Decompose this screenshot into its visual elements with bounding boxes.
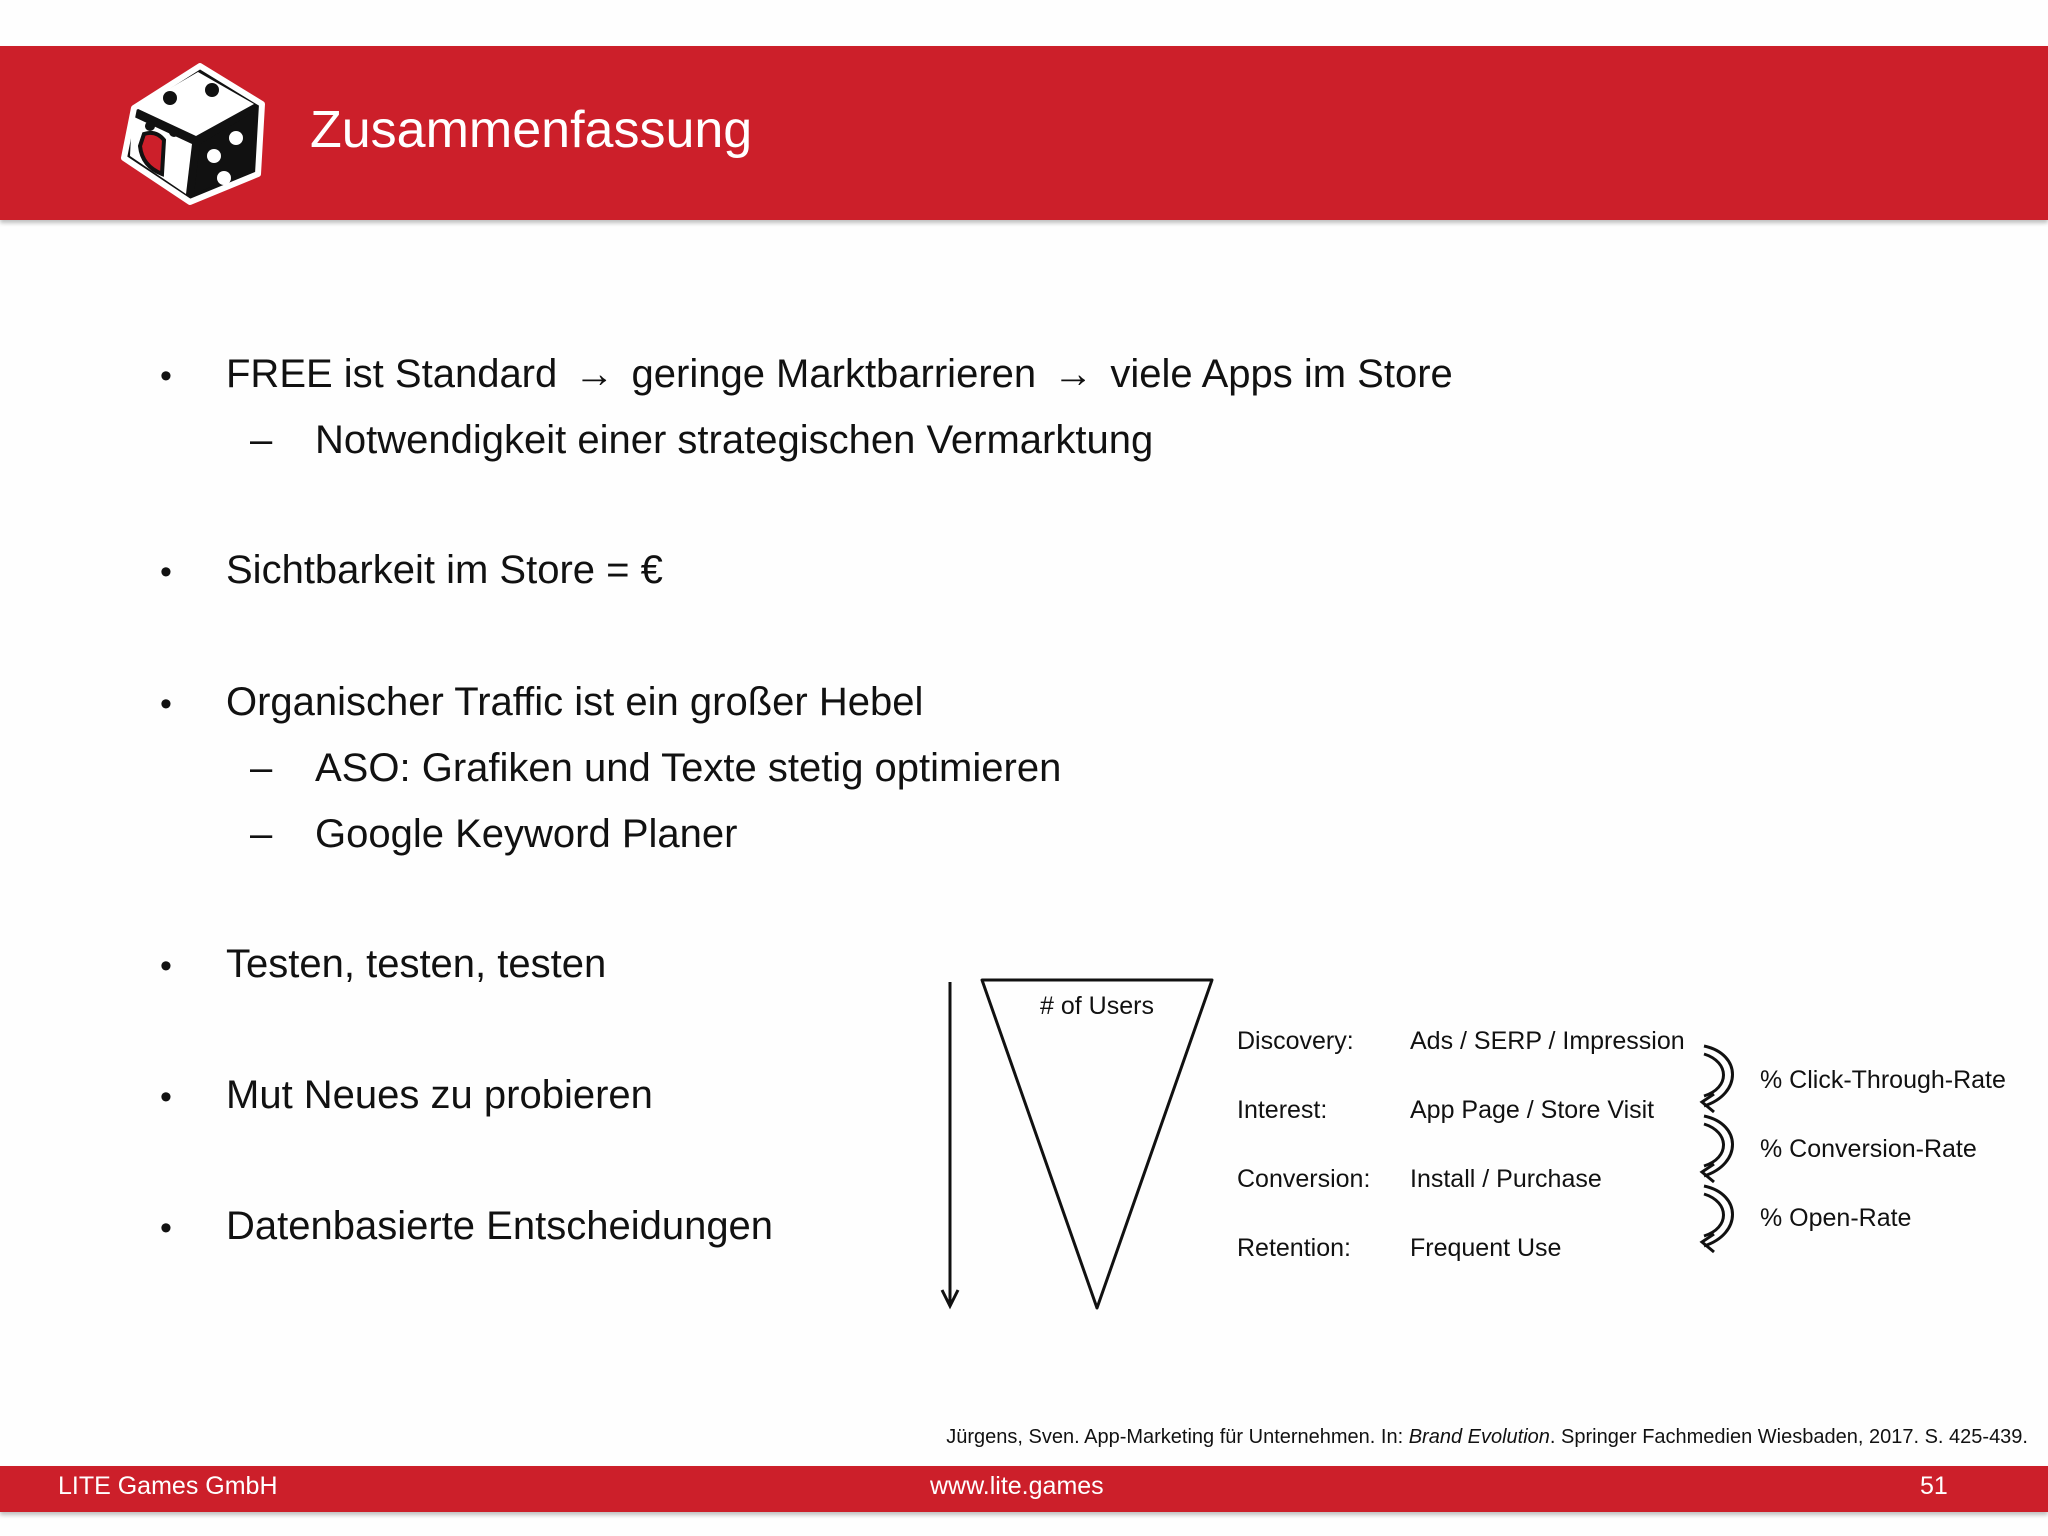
bullet-symbol: • (160, 357, 172, 395)
bullet-1-sub-1: Notwendigkeit einer strategischen Vermarktung (315, 418, 1154, 462)
bullet-1-part-2: geringe Marktbarrieren (631, 352, 1037, 396)
stage-activity: Ads / SERP / Impression (1410, 1027, 1685, 1055)
curved-arrow-icon (1702, 1186, 1733, 1252)
sub-bullet-symbol: – (250, 812, 273, 856)
stage-label: Interest: (1237, 1096, 1328, 1124)
bullet-symbol: • (160, 1078, 172, 1116)
right-arrow-icon: → (1053, 352, 1094, 396)
down-arrow-icon (942, 982, 958, 1306)
bullet-symbol: • (160, 685, 172, 723)
bullet-6-text: Datenbasierte Entscheidungen (226, 1204, 774, 1248)
citation-publisher: . Springer Fachmedien Wiesbaden, 2017. S. 425-439. (1549, 1426, 2028, 1448)
rate-label: % Conversion-Rate (1760, 1135, 1977, 1163)
citation-text: Jürgens, Sven. App-Marketing für Unternehmen. In: (946, 1426, 1409, 1448)
sub-bullet-symbol: – (250, 418, 273, 462)
footer-company: LITE Games GmbH (58, 1472, 278, 1500)
sub-bullet-symbol: – (250, 746, 273, 790)
stage-label: Retention: (1237, 1234, 1351, 1262)
laughing-dice-icon (112, 56, 272, 206)
bullet-3-sub-2: Google Keyword Planer (315, 812, 738, 856)
bullet-3-text: Organischer Traffic ist ein großer Hebel (226, 680, 924, 724)
stage-activity: App Page / Store Visit (1410, 1096, 1655, 1124)
page-title: Zusammenfassung (310, 101, 753, 159)
bullet-2-text: Sichtbarkeit im Store = € (226, 548, 663, 592)
rate-label: % Click-Through-Rate (1760, 1066, 2006, 1094)
funnel-diagram (930, 970, 2030, 1320)
bullet-3-sub-1: ASO: Grafiken und Texte stetig optimieren (315, 746, 1062, 790)
curved-arrow-icon (1702, 1116, 1733, 1182)
bullet-symbol: • (160, 947, 172, 985)
bullet-5-text: Mut Neues zu probieren (226, 1073, 653, 1117)
header-bar (0, 46, 2048, 220)
rate-label: % Open-Rate (1760, 1204, 1912, 1232)
bullet-symbol: • (160, 553, 172, 591)
citation-book-title: Brand Evolution (1408, 1426, 1550, 1448)
stage-activity: Install / Purchase (1410, 1165, 1602, 1193)
bullet-symbol: • (160, 1209, 172, 1247)
stage-activity: Frequent Use (1410, 1234, 1562, 1262)
bullet-1-part-1: FREE ist Standard (226, 352, 558, 396)
bullet-4-text: Testen, testen, testen (226, 942, 607, 986)
curved-arrow-icon (1702, 1046, 1733, 1112)
funnel-top-label: # of Users (1040, 992, 1154, 1020)
footer-website[interactable]: www.lite.games (930, 1472, 1104, 1500)
stage-label: Conversion: (1237, 1165, 1371, 1193)
page-number: 51 (1920, 1472, 1948, 1500)
stage-label: Discovery: (1237, 1027, 1354, 1055)
funnel-triangle (982, 980, 1212, 1308)
citation (946, 1426, 2028, 1449)
right-arrow-icon: → (574, 352, 615, 396)
bullet-1-text (226, 350, 1453, 398)
bullet-1-part-3: viele Apps im Store (1110, 352, 1453, 396)
